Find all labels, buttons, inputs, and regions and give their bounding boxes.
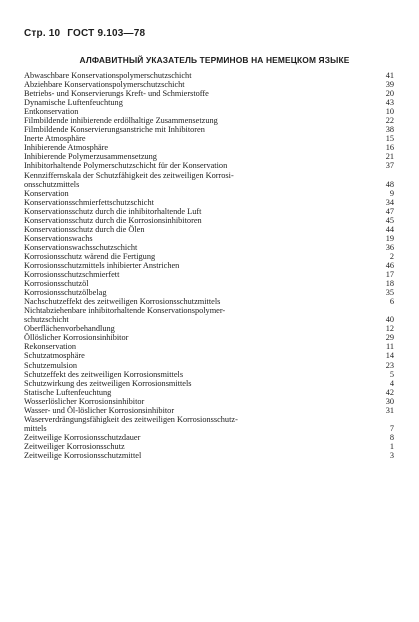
index-entry-line: [24, 279, 394, 288]
index-entry-line: [24, 315, 394, 324]
index-entry: [24, 433, 394, 442]
index-entry-line: [24, 324, 394, 333]
index-term: onsschutzmittels: [24, 179, 80, 189]
index-term-number: 47: [385, 206, 394, 216]
index-entry: [24, 198, 394, 207]
index-term: Korrosionsschutzöl: [24, 279, 89, 289]
index-term: Nachschutzeffekt des zeitweiligen Korrosionsschutzmittels: [24, 297, 221, 307]
index-entry: [24, 171, 394, 189]
index-term-number: 8: [389, 432, 394, 442]
index-term: mittels: [24, 423, 47, 433]
index-entry: [24, 279, 394, 288]
index-entry: [24, 125, 394, 134]
index-term-number: 42: [385, 387, 394, 397]
index-entry-line: [24, 351, 394, 360]
index-entry: [24, 107, 394, 116]
index-entry-line: [24, 107, 394, 116]
index-term: Dynamische Luftenfeuchtung: [24, 98, 123, 108]
index-entry-line: [24, 261, 394, 270]
index-entry: [24, 71, 394, 80]
index-term: Abziehbare Konservationspolymerschutzschicht: [24, 80, 185, 90]
index-term: Schutzeffekt des zeitweiligen Korrosionsmittels: [24, 369, 184, 379]
index-term-number: 12: [385, 324, 394, 334]
index-entry-line: [24, 379, 394, 388]
index-term-number: 9: [389, 188, 394, 198]
index-entry: [24, 324, 394, 333]
index-term-number: 20: [385, 89, 394, 99]
index-entry: [24, 143, 394, 152]
index-term: Korrosionsschutzmittels inhibierter Anstrichen: [24, 260, 180, 270]
index-term-number: 5: [389, 369, 394, 379]
index-term-number: 44: [385, 224, 394, 234]
index-term: Kennziffernskala der Schutzfähigkeit des zeitweiligen Korrosi-: [24, 170, 234, 180]
index-term-number: 37: [385, 161, 394, 171]
page-number-label: Стр. 10: [24, 28, 61, 39]
index-term-number: 18: [385, 279, 394, 289]
index-entry: [24, 243, 394, 252]
index-entry: [24, 80, 394, 89]
index-entry-line: [24, 252, 394, 261]
page-header: [24, 28, 145, 39]
index-entry-line: [24, 216, 394, 225]
standard-designation: ГОСТ 9.103—78: [67, 28, 146, 39]
index-term: Abwaschbare Konservationspolymerschutzschicht: [24, 71, 192, 80]
index-entry: [24, 351, 394, 360]
index-entry: [24, 225, 394, 234]
index-entry-line: [24, 342, 394, 351]
index-term: Schutzemulsion: [24, 360, 78, 370]
index-entry-line: [24, 451, 394, 460]
index-term-number: 19: [385, 233, 394, 243]
index-entry: [24, 288, 394, 297]
index-term-number: 41: [385, 71, 394, 80]
index-entry: [24, 189, 394, 198]
index-term: Filmbildende Konservierungsanstriche mit Inhibitoren: [24, 125, 205, 135]
index-term-number: 7: [389, 423, 394, 433]
index-term: Korrosionsschutz wärend die Fertigung: [24, 251, 156, 261]
index-term: Filmbildende inhibierende erdölhaltige Zusammensetzung: [24, 116, 218, 126]
index-term: Konservationsschmierfettschutzschicht: [24, 197, 154, 207]
index-entry-line: [24, 125, 394, 134]
index-entry-line: [24, 333, 394, 342]
index-entry-line: [24, 297, 394, 306]
index-term: Öllöslicher Korrosionsinhibitor: [24, 333, 129, 343]
index-term: Zeitweilige Korrosionsschutzdauer: [24, 432, 141, 442]
index-term: Konservationswachs: [24, 233, 93, 243]
index-entry-line: [24, 171, 394, 180]
index-entry-line: [24, 152, 394, 161]
index-term: Betriebs- und Konservierungs Kreft- und Schmierstoffe: [24, 89, 209, 99]
index-term: schutzschicht: [24, 315, 69, 325]
index-term-number: 17: [385, 270, 394, 280]
index-term-number: 16: [385, 143, 394, 153]
index-term-number: 10: [385, 107, 394, 117]
index-term-number: 15: [385, 134, 394, 144]
index-entry-line: [24, 370, 394, 379]
index-entry: [24, 252, 394, 261]
index-term-number: 23: [385, 360, 394, 370]
index-term-number: 29: [385, 333, 394, 343]
index-term-number: 31: [385, 405, 394, 415]
index-term-number: 38: [385, 125, 394, 135]
index-term-number: 6: [389, 297, 394, 307]
index-entry-line: [24, 415, 394, 424]
index-term: Rekonservation: [24, 342, 77, 352]
index-entry-line: [24, 161, 394, 170]
index-entry: [24, 270, 394, 279]
index-term: Wosserlöslicher Korrosionsinhibitor: [24, 396, 145, 406]
index-term: Inerte Atmosphäre: [24, 134, 86, 144]
index-entry-line: [24, 134, 394, 143]
index-entry: [24, 207, 394, 216]
index-entry-line: [24, 306, 394, 315]
index-entry-line: [24, 397, 394, 406]
index-entry: [24, 406, 394, 415]
index-entry: [24, 388, 394, 397]
term-index-list: [24, 71, 394, 460]
index-entry-line: [24, 98, 394, 107]
index-term-number: 45: [385, 215, 394, 225]
index-term-number: 14: [385, 351, 394, 361]
index-entry: [24, 361, 394, 370]
index-entry-line: [24, 80, 394, 89]
index-term: Wasser- und Öl-löslicher Korrosionsinhibitor: [24, 405, 175, 415]
index-term: Konservation: [24, 188, 69, 198]
index-term-number: 3: [389, 450, 394, 460]
index-title: АЛФАВИТНЫЙ УКАЗАТЕЛЬ ТЕРМИНОВ НА НЕМЕЦКОМ ЯЗЫКЕ: [79, 55, 350, 65]
index-entry-line: [24, 198, 394, 207]
index-entry: [24, 234, 394, 243]
index-term: Oberflächenvorbehandlung: [24, 324, 115, 334]
index-entry-line: [24, 424, 394, 433]
index-entry-line: [24, 388, 394, 397]
index-term-number: 4: [389, 378, 394, 388]
index-entry: [24, 333, 394, 342]
index-entry: [24, 306, 394, 324]
index-term-number: 22: [385, 116, 394, 126]
index-entry-line: [24, 270, 394, 279]
index-entry-line: [24, 234, 394, 243]
index-entry: [24, 116, 394, 125]
index-term-number: 34: [385, 197, 394, 207]
index-term-number: 11: [386, 342, 394, 352]
index-term-number: 43: [385, 98, 394, 108]
index-term-number: 36: [385, 242, 394, 252]
index-term-number: 40: [385, 315, 394, 325]
index-entry: [24, 89, 394, 98]
index-entry: [24, 152, 394, 161]
index-entry-line: [24, 207, 394, 216]
index-entry: [24, 297, 394, 306]
index-term: Statische Luftenfeuchtung: [24, 387, 112, 397]
index-term: Schutzwirkung des zeitweiligen Korrosionsmittels: [24, 378, 192, 388]
index-term: Schutzatmosphäre: [24, 351, 85, 361]
index-entry-line: [24, 288, 394, 297]
index-term: Korrosionsschutzölbelag: [24, 288, 107, 298]
index-entry-line: [24, 225, 394, 234]
index-term-number: 35: [385, 288, 394, 298]
index-entry: [24, 134, 394, 143]
index-term: Nichtabziehenbare inhibitorhaltende Konservationspolymer-: [24, 306, 226, 316]
index-term: Konservationswachsschutzschicht: [24, 242, 138, 252]
index-entry: [24, 379, 394, 388]
index-entry: [24, 216, 394, 225]
index-entry-line: [24, 71, 394, 80]
index-term-number: 1: [389, 441, 394, 451]
index-entry-line: [24, 361, 394, 370]
index-term: Konservationsschutz durch die inhibitorhaltende Luft: [24, 206, 202, 216]
index-entry-line: [24, 143, 394, 152]
index-entry: [24, 415, 394, 433]
index-term: Konservationsschutz durch die Ölen: [24, 224, 145, 234]
index-term-number: 39: [385, 80, 394, 90]
index-term: Korrosionsschutzschmierfett: [24, 270, 120, 280]
index-term-number: 30: [385, 396, 394, 406]
index-term: Entkonservation: [24, 107, 79, 117]
index-term-number: 46: [385, 260, 394, 270]
index-term: Inhibierende Atmosphäre: [24, 143, 109, 153]
index-term: Konservationsschutz durch die Korrosionsinhibitoren: [24, 215, 202, 225]
index-entry-line: [24, 116, 394, 125]
index-entry: [24, 451, 394, 460]
index-term: Waserverdrängungsfähigkeit des zeitweiligen Korrosionsschutz-: [24, 414, 238, 424]
index-entry: [24, 342, 394, 351]
index-entry: [24, 261, 394, 270]
index-entry: [24, 370, 394, 379]
index-entry-line: [24, 180, 394, 189]
index-term: Inhibitorhaltende Polymerschutzschicht für der Konservation: [24, 161, 228, 171]
index-term-number: 48: [385, 179, 394, 189]
index-entry-line: [24, 442, 394, 451]
index-entry: [24, 442, 394, 451]
index-entry-line: [24, 189, 394, 198]
index-term: Zeitweilige Korrosionsschutzmittel: [24, 450, 142, 460]
index-entry: [24, 161, 394, 170]
index-entry-line: [24, 406, 394, 415]
index-entry-line: [24, 433, 394, 442]
index-term-number: 21: [385, 152, 394, 162]
index-entry-line: [24, 243, 394, 252]
index-entry-line: [24, 89, 394, 98]
index-term: Inhibierende Polymerzusammensetzung: [24, 152, 157, 162]
index-entry: [24, 397, 394, 406]
index-term: Zeitweiliger Korrosionsschutz: [24, 441, 125, 451]
index-term-number: 2: [389, 251, 394, 261]
index-entry: [24, 98, 394, 107]
